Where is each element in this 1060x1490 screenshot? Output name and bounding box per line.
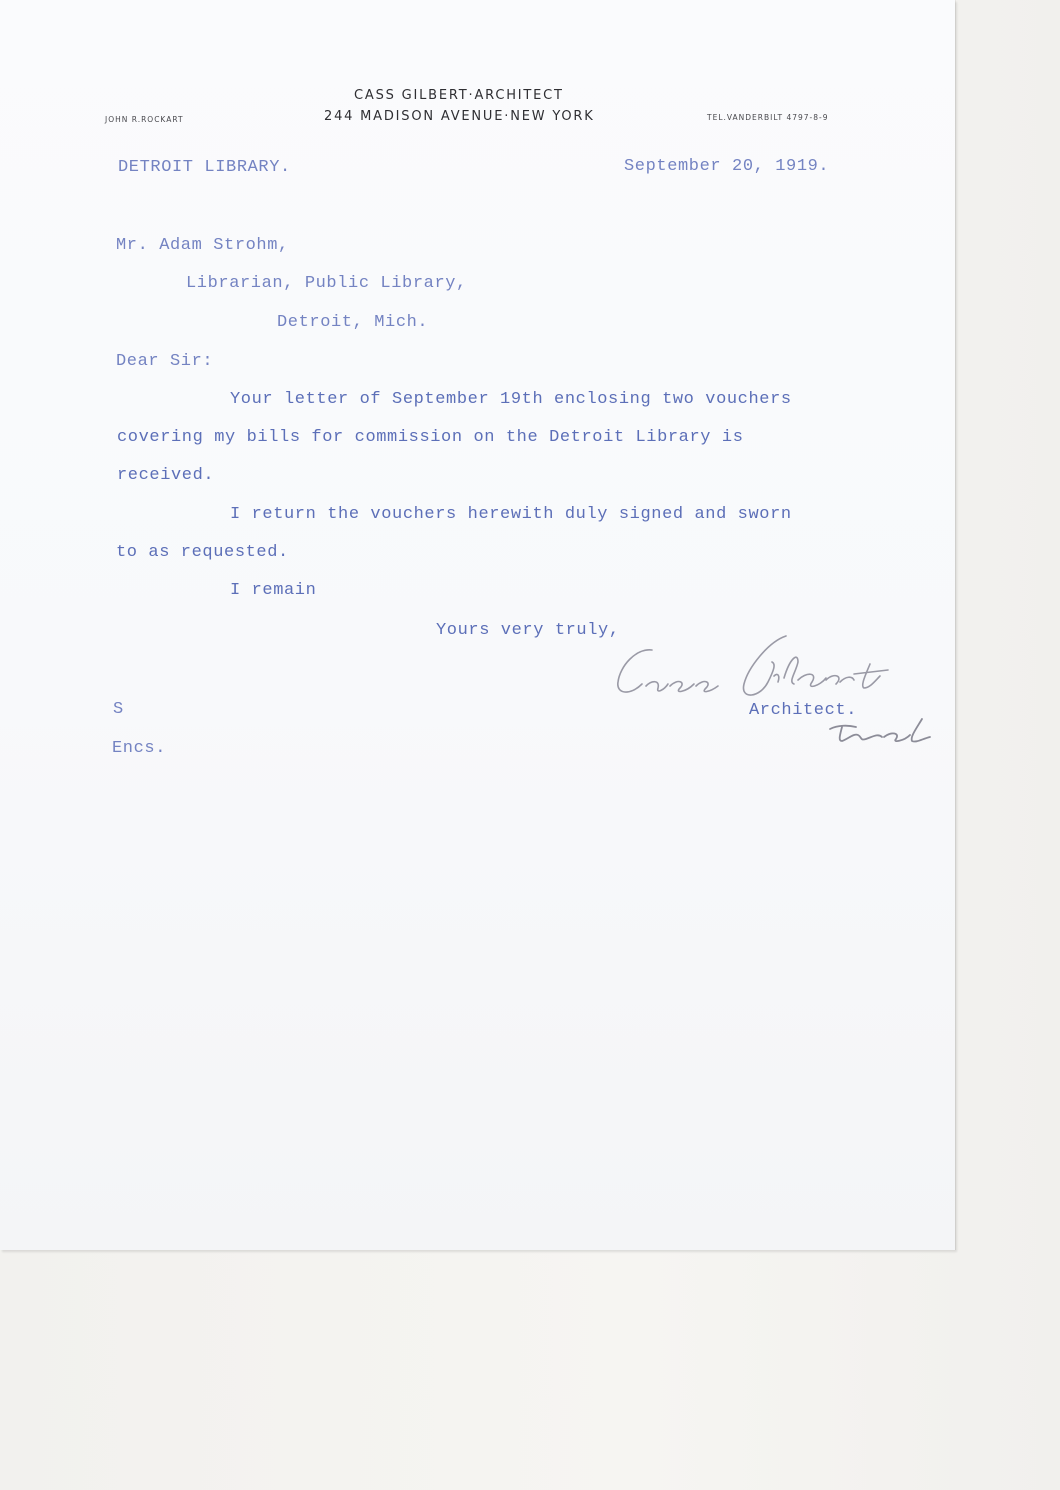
- body-line: covering my bills for commission on the Detroit Library is: [117, 428, 744, 447]
- letterhead-firm-name: CASS GILBERT·ARCHITECT: [354, 88, 564, 103]
- typist-initial: S: [113, 700, 124, 719]
- recipient-name: Mr. Adam Strohm,: [116, 236, 289, 255]
- closing: Yours very truly,: [436, 621, 620, 640]
- enclosures-note: Encs.: [112, 739, 167, 758]
- handwritten-initials: [826, 715, 936, 755]
- body-line: to as requested.: [116, 543, 289, 562]
- letterhead-address: 244 MADISON AVENUE·NEW YORK: [324, 109, 595, 124]
- body-line: I return the vouchers herewith duly signed and sworn: [230, 505, 792, 524]
- letterhead-associate-name: JOHN R.ROCKART: [105, 115, 184, 124]
- letter-date: September 20, 1919.: [624, 157, 830, 176]
- salutation: Dear Sir:: [116, 352, 214, 371]
- body-line: received.: [117, 466, 215, 485]
- body-line: Your letter of September 19th enclosing two vouchers: [230, 390, 792, 409]
- recipient-title: Librarian, Public Library,: [186, 274, 467, 293]
- letter-subject: DETROIT LIBRARY.: [118, 158, 291, 177]
- body-line: I remain: [230, 581, 317, 600]
- letterhead-telephone: TEL.VANDERBILT 4797-8-9: [707, 113, 829, 122]
- recipient-city: Detroit, Mich.: [277, 313, 429, 332]
- signature-title: Architect.: [749, 701, 858, 720]
